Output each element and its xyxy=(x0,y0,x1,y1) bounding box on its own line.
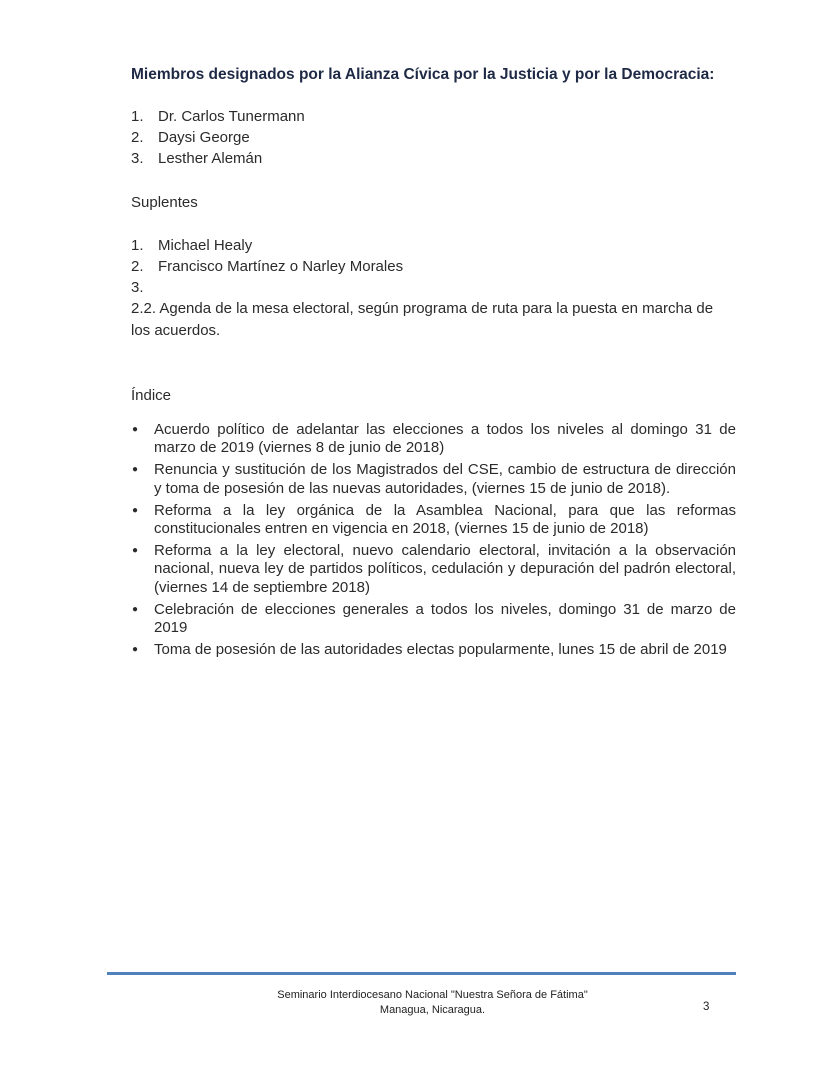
item-text: Acuerdo político de adelantar las elecciones a todos los niveles al domingo 31 de marzo de 2019 (viernes 8 de junio de 2018) xyxy=(154,421,736,457)
footer-line-1: Seminario Interdiocesano Nacional "Nuestra Señora de Fátima" xyxy=(277,989,588,1001)
bullet-icon: ● xyxy=(132,504,139,516)
member-name: Lesther Alemán xyxy=(158,150,263,167)
suplente-name: Francisco Martínez o Narley Morales xyxy=(158,258,404,275)
list-item xyxy=(131,235,403,256)
indice-list xyxy=(131,421,736,663)
item-number: 1. xyxy=(131,237,144,254)
suplente-name: Michael Healy xyxy=(158,237,253,254)
list-item xyxy=(131,542,736,597)
list-item xyxy=(131,256,403,277)
bullet-icon: ● xyxy=(132,643,139,655)
section-heading: Miembros designados por la Alianza Cívica por la Justicia y por la Democracia: xyxy=(131,66,715,83)
list-item xyxy=(131,127,305,148)
list-item xyxy=(131,106,305,127)
footer-line-2: Managua, Nicaragua. xyxy=(379,1004,486,1016)
item-number: 2. xyxy=(131,258,144,275)
member-name: Daysi George xyxy=(158,129,250,146)
list-item xyxy=(131,461,736,498)
members-list xyxy=(131,106,305,169)
list-item xyxy=(131,148,305,169)
list-item xyxy=(131,277,403,298)
bullet-icon: ● xyxy=(132,603,139,615)
suplentes-list xyxy=(131,235,403,298)
member-name: Dr. Carlos Tunermann xyxy=(158,108,305,125)
item-text: Reforma a la ley electoral, nuevo calendario electoral, invitación a la observación nacional, nueva ley de partidos políticos, cedulación y depuración del padrón electoral, (viernes 14 de septiembre 2018) xyxy=(154,541,736,596)
indice-label: Índice xyxy=(131,387,172,404)
list-item xyxy=(131,641,736,659)
item-number: 3. xyxy=(131,150,144,167)
item-number: 2. xyxy=(131,129,144,146)
bullet-icon: ● xyxy=(132,544,139,556)
item-number: 3. xyxy=(131,279,144,296)
footer-divider xyxy=(107,972,736,975)
bullet-icon: ● xyxy=(132,424,139,435)
bullet-icon: ● xyxy=(132,464,139,476)
list-item xyxy=(131,421,736,458)
item-text: Renuncia y sustitución de los Magistrados del CSE, cambio de estructura de dirección y toma de posesión de las nuevas autoridades, (viernes 15 de junio de 2018). xyxy=(154,461,736,497)
item-text: Celebración de elecciones generales a todos los niveles, domingo 31 de marzo de 2019 xyxy=(154,600,736,637)
suplentes-label: Suplentes xyxy=(131,194,198,211)
list-item xyxy=(131,502,736,539)
page-number: 3 xyxy=(703,1001,710,1013)
list-item xyxy=(131,601,736,638)
item-text: Toma de posesión de las autoridades electas popularmente, lunes 15 de abril de 2019 xyxy=(154,640,727,658)
item-text: Reforma a la ley orgánica de la Asamblea Nacional, para que las reformas constitucionales entren en vigencia en 2018, (viernes 15 de junio de 2018) xyxy=(154,501,736,538)
item-number: 1. xyxy=(131,108,144,125)
agenda-paragraph: 2.2. Agenda de la mesa electoral, según programa de ruta para la puesta en marcha de los acuerdos. xyxy=(131,300,714,339)
